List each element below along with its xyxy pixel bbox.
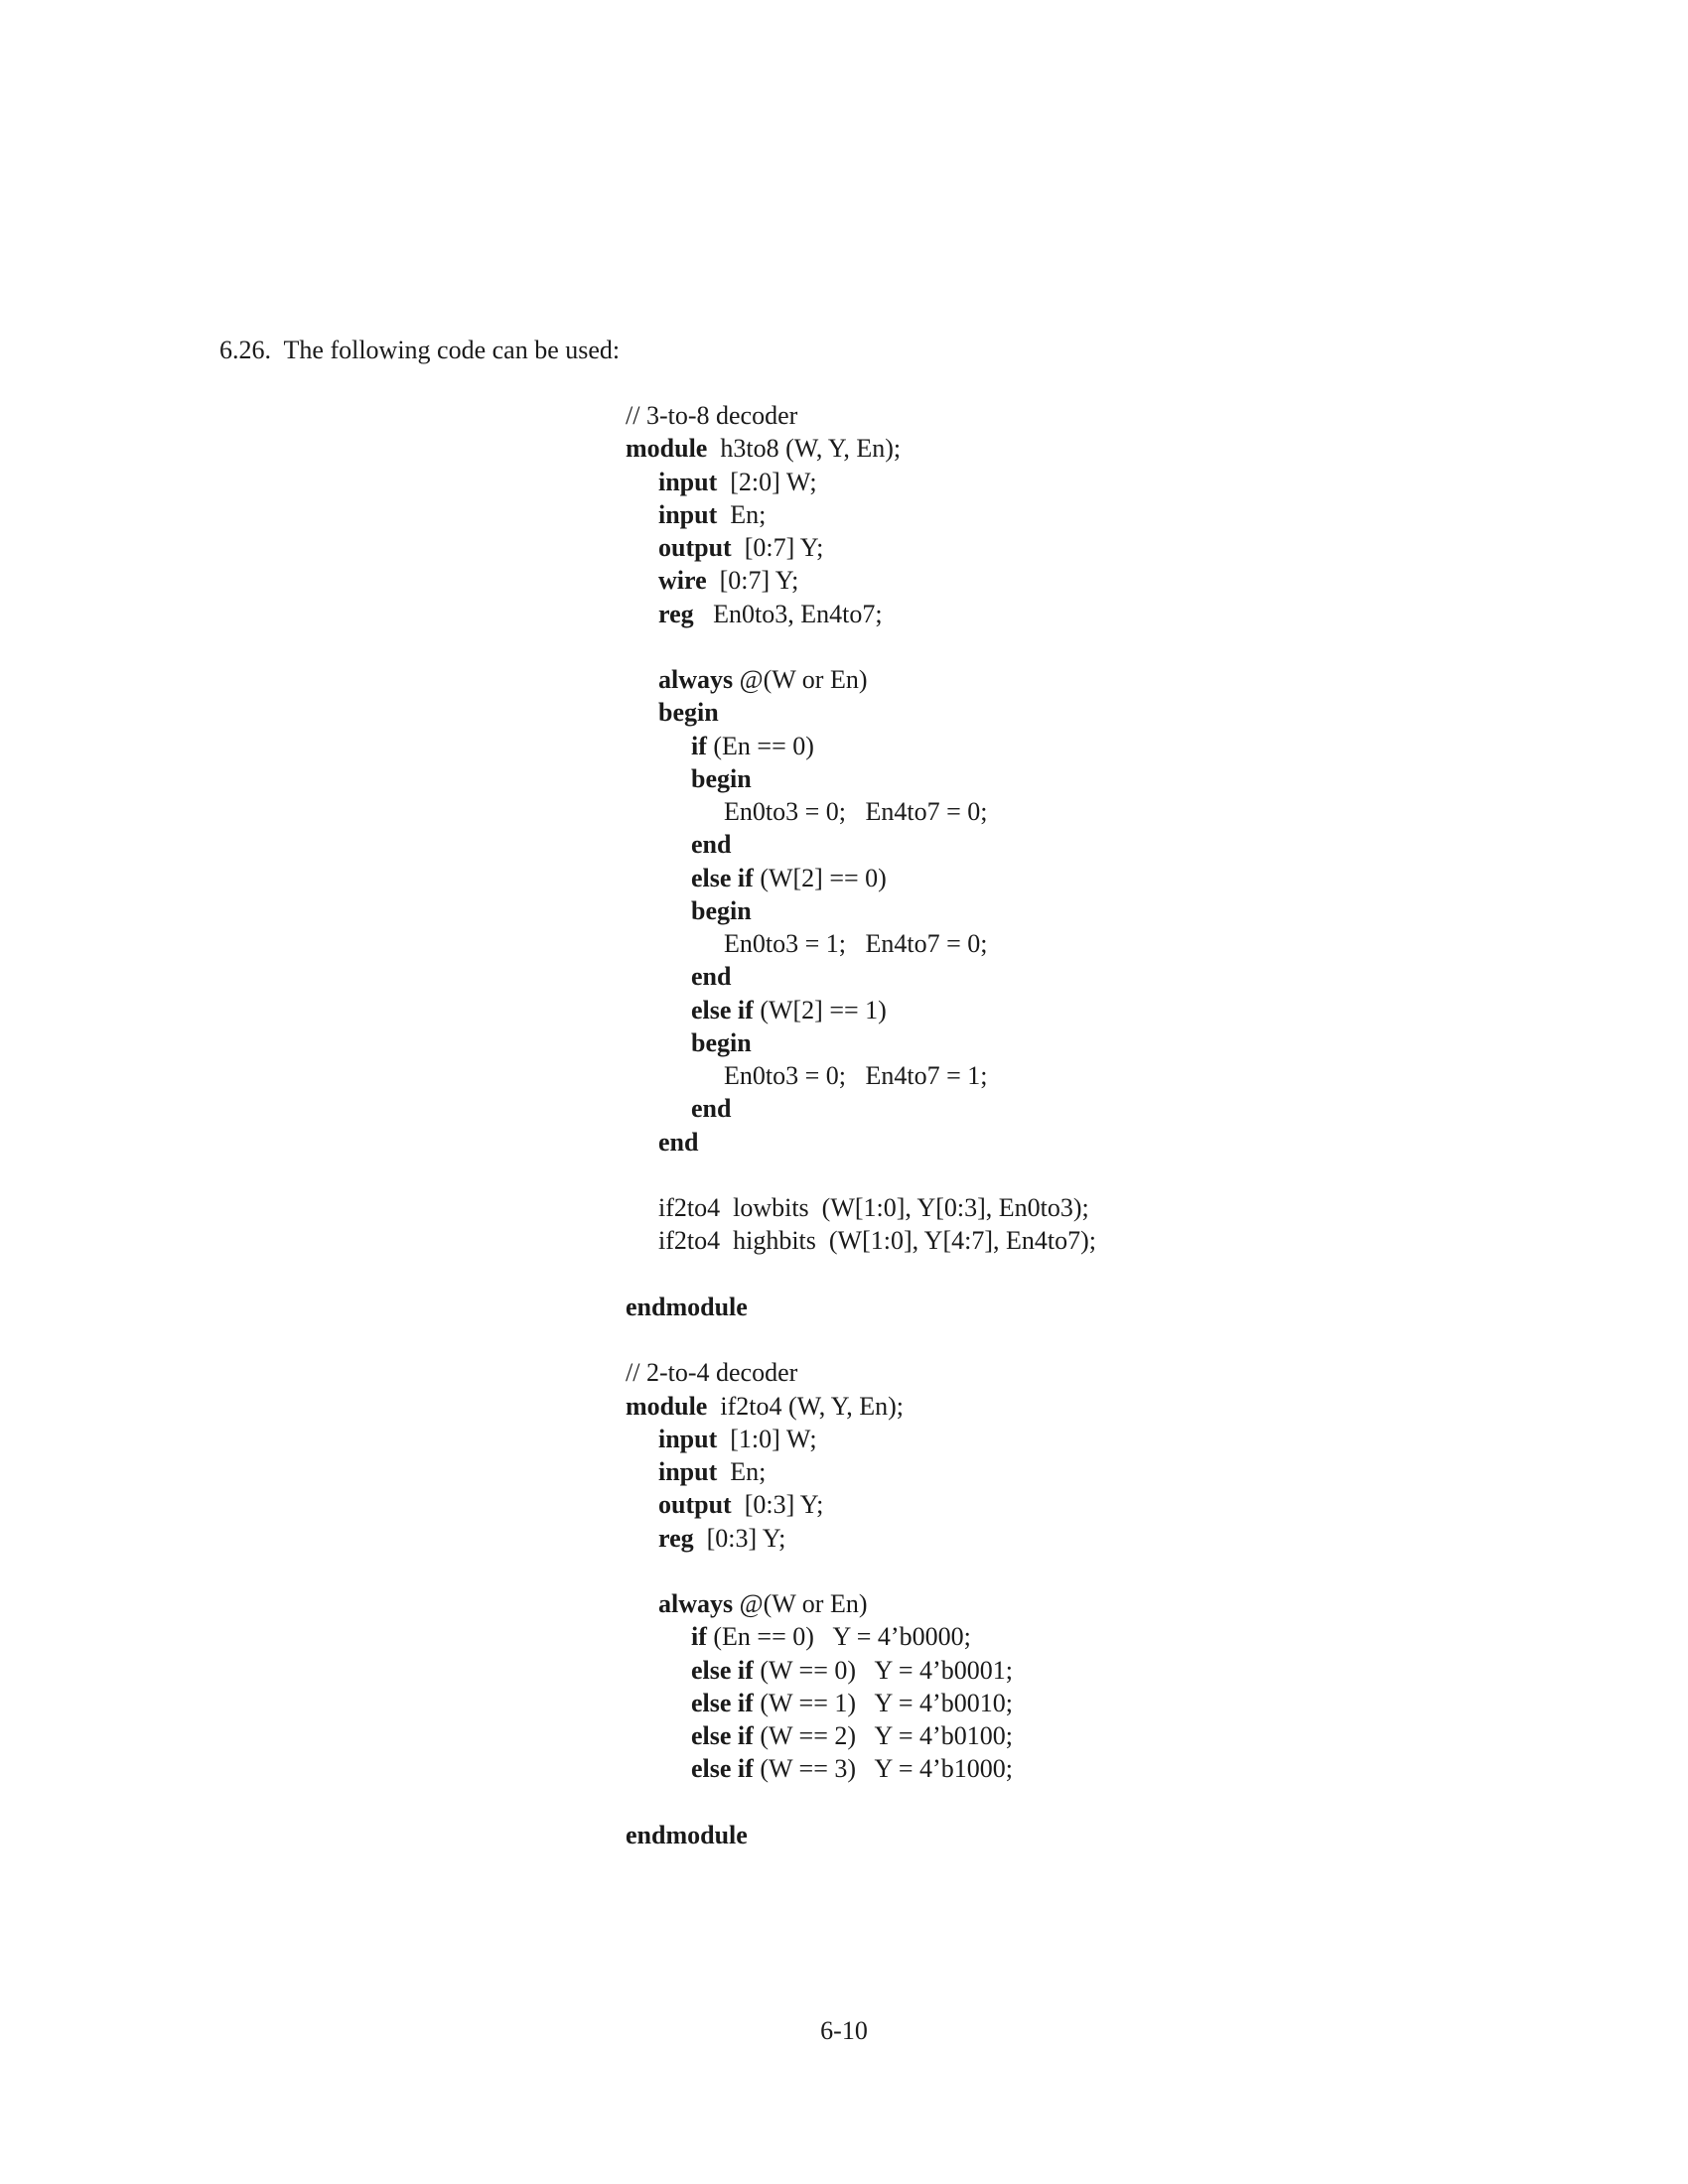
code-text: @(W or En)	[733, 665, 868, 694]
code-line	[626, 1092, 1096, 1125]
code-line	[626, 531, 1096, 564]
code-keyword: begin	[691, 1027, 752, 1057]
code-text: if2to4 (W, Y, En);	[707, 1391, 904, 1421]
code-text: En0to3 = 0; En4to7 = 1;	[724, 1061, 988, 1090]
code-line	[626, 1687, 1096, 1719]
code-line	[626, 498, 1096, 531]
code-line	[626, 696, 1096, 729]
code-keyword: always	[658, 665, 734, 694]
code-line	[626, 1224, 1096, 1257]
code-line	[626, 432, 1096, 465]
code-line	[626, 1654, 1096, 1687]
code-line	[626, 1159, 1096, 1191]
code-line	[626, 466, 1096, 498]
code-line	[626, 1390, 1096, 1423]
code-line	[626, 1323, 1096, 1356]
code-line	[626, 630, 1096, 663]
code-text: [0:7] Y;	[731, 533, 824, 562]
code-keyword: endmodule	[626, 1820, 748, 1849]
code-text: (W == 0) Y = 4’b0001;	[753, 1655, 1013, 1685]
code-text: (W == 1) Y = 4’b0010;	[753, 1688, 1013, 1717]
code-line	[626, 730, 1096, 762]
code-keyword: input	[658, 499, 718, 529]
code-text: [0:7] Y;	[706, 566, 799, 596]
code-line	[626, 564, 1096, 597]
problem-heading: 6.26. The following code can be used:	[219, 336, 621, 364]
code-line	[626, 1126, 1096, 1159]
code-keyword: begin	[691, 895, 752, 925]
code-keyword: module	[626, 434, 708, 464]
code-keyword: end	[691, 962, 732, 992]
code-line	[626, 1752, 1096, 1785]
code-line	[626, 1191, 1096, 1224]
code-text: [0:3] Y;	[693, 1523, 786, 1553]
code-keyword: else if	[691, 1655, 754, 1685]
code-keyword: input	[658, 1424, 718, 1453]
code-keyword: input	[658, 467, 718, 496]
code-keyword: reg	[658, 599, 694, 628]
code-line	[626, 762, 1096, 795]
code-text: (En == 0) Y = 4’b0000;	[706, 1622, 971, 1652]
code-keyword: end	[658, 1127, 699, 1157]
code-keyword: input	[658, 1457, 718, 1486]
code-line	[626, 1059, 1096, 1092]
code-line	[626, 1488, 1096, 1521]
code-line	[626, 828, 1096, 861]
code-line	[626, 1719, 1096, 1752]
code-text: En0to3 = 0; En4to7 = 0;	[724, 797, 988, 826]
code-line	[626, 994, 1096, 1026]
code-keyword: end	[691, 1094, 732, 1124]
code-line	[626, 1522, 1096, 1555]
code-line	[626, 1555, 1096, 1587]
code-text: (W == 2) Y = 4’b0100;	[753, 1721, 1013, 1750]
code-line	[626, 1786, 1096, 1819]
code-line	[626, 1291, 1096, 1323]
code-text: h3to8 (W, Y, En);	[707, 434, 902, 464]
code-line	[626, 1819, 1096, 1851]
code-line	[626, 399, 1096, 432]
code-keyword: else if	[691, 1721, 754, 1750]
code-line	[626, 960, 1096, 993]
code-keyword: begin	[691, 763, 752, 793]
code-line	[626, 927, 1096, 960]
code-line	[626, 1026, 1096, 1059]
code-line	[626, 795, 1096, 828]
code-keyword: wire	[658, 566, 707, 596]
code-line	[626, 1455, 1096, 1488]
code-text: (En == 0)	[706, 731, 814, 760]
code-line	[626, 1258, 1096, 1291]
code-text: En0to3, En4to7;	[693, 599, 883, 628]
code-text: (W[2] == 1)	[753, 995, 887, 1024]
code-keyword: module	[626, 1391, 708, 1421]
code-line	[626, 1356, 1096, 1389]
code-text: [1:0] W;	[717, 1424, 817, 1453]
code-keyword: endmodule	[626, 1292, 748, 1321]
code-text: En;	[717, 499, 767, 529]
code-text: // 3-to-8 decoder	[626, 401, 798, 430]
code-line	[626, 862, 1096, 894]
code-keyword: always	[658, 1589, 734, 1618]
code-keyword: if	[691, 731, 707, 760]
code-keyword: else if	[691, 1754, 754, 1784]
code-text: if2to4 lowbits (W[1:0], Y[0:3], En0to3);	[658, 1193, 1089, 1222]
code-line	[626, 1423, 1096, 1455]
code-text: @(W or En)	[733, 1589, 868, 1618]
code-keyword: if	[691, 1622, 707, 1652]
code-keyword: end	[691, 830, 732, 860]
code-line	[626, 598, 1096, 630]
code-keyword: output	[658, 1490, 732, 1520]
code-line	[626, 663, 1096, 696]
code-text: if2to4 highbits (W[1:0], Y[4:7], En4to7);	[658, 1226, 1096, 1256]
code-keyword: else if	[691, 995, 754, 1024]
code-text: // 2-to-4 decoder	[626, 1358, 798, 1388]
code-text: En;	[717, 1457, 767, 1486]
code-keyword: else if	[691, 863, 754, 892]
code-line	[626, 894, 1096, 927]
code-text: (W == 3) Y = 4’b1000;	[753, 1754, 1013, 1784]
verilog-code-block	[626, 399, 1096, 1851]
page-number: 6-10	[820, 2016, 868, 2045]
code-keyword: else if	[691, 1688, 754, 1717]
code-line	[626, 1587, 1096, 1620]
code-keyword: reg	[658, 1523, 694, 1553]
code-text: [0:3] Y;	[731, 1490, 824, 1520]
code-line	[626, 1620, 1096, 1653]
code-keyword: output	[658, 533, 732, 562]
code-keyword: begin	[658, 698, 719, 728]
code-text: En0to3 = 1; En4to7 = 0;	[724, 929, 988, 958]
code-text: (W[2] == 0)	[753, 863, 887, 892]
code-text: [2:0] W;	[717, 467, 817, 496]
